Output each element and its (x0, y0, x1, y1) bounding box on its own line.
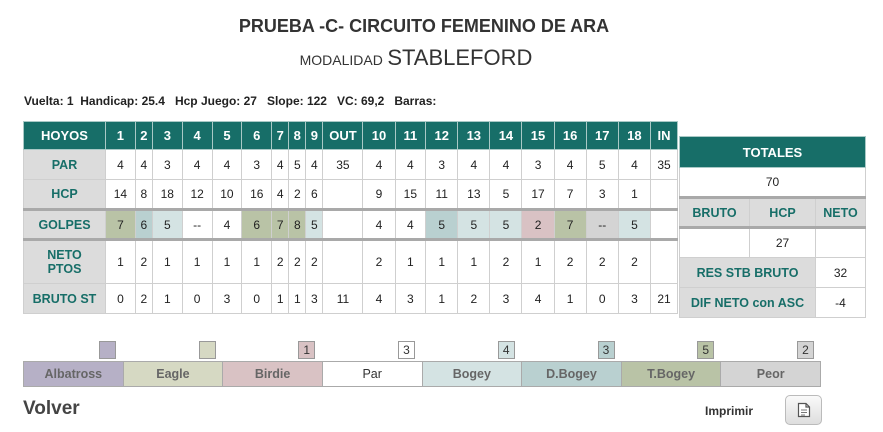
golpes-value: 6 (135, 210, 152, 240)
par-value: 4 (212, 150, 242, 180)
hcp-value: 5 (490, 180, 522, 210)
bruto-st-value: 0 (182, 284, 212, 314)
hole-number: 6 (242, 122, 272, 150)
par-value: 4 (272, 150, 289, 180)
hole-number: 2 (135, 122, 152, 150)
hole-number: 3 (152, 122, 182, 150)
par-value: 4 (135, 150, 152, 180)
golpes-value: 6 (242, 210, 272, 240)
neto-ptos-value: 2 (618, 240, 650, 284)
par-value: 4 (458, 150, 490, 180)
dif-neto-label: DIF NETO con ASC (680, 288, 816, 318)
golpes-value: 2 (522, 210, 554, 240)
legend-par: Par (323, 362, 423, 386)
bruto-st-value: 0 (242, 284, 272, 314)
par-value: 3 (522, 150, 554, 180)
legend-count-par: 3 (398, 341, 415, 359)
golpes-value: -- (182, 210, 212, 240)
golpes-label: GOLPES (24, 210, 106, 240)
neto-ptos-value: 1 (212, 240, 242, 284)
hole-number: IN (651, 122, 678, 150)
par-value: 35 (323, 150, 363, 180)
par-value: 35 (651, 150, 678, 180)
par-value: 4 (182, 150, 212, 180)
legend-counts (23, 341, 821, 360)
bruto-st-value: 2 (458, 284, 490, 314)
hcp-value: 6 (306, 180, 323, 210)
golpes-value (323, 210, 363, 240)
neto-ptos-value: 1 (426, 240, 458, 284)
hole-number: 15 (522, 122, 554, 150)
golpes-value: 5 (490, 210, 522, 240)
bruto-st-value: 3 (306, 284, 323, 314)
par-value: 4 (363, 150, 395, 180)
par-value: 3 (152, 150, 182, 180)
bruto-st-value: 3 (212, 284, 242, 314)
bruto-st-value: 0 (586, 284, 618, 314)
holes-row (24, 122, 678, 150)
hcp-value: 3 (586, 180, 618, 210)
legend-count-albatross (99, 341, 116, 359)
par-value: 3 (242, 150, 272, 180)
hole-number: 7 (272, 122, 289, 150)
hcp-row (24, 180, 678, 210)
legend-bogey: Bogey (423, 362, 523, 386)
volver-link[interactable]: Volver (23, 398, 80, 419)
par-value: 5 (289, 150, 306, 180)
neto-ptos-value: 1 (152, 240, 182, 284)
neto-ptos-value: 1 (522, 240, 554, 284)
neto-ptos-value: 2 (490, 240, 522, 284)
par-value: 4 (618, 150, 650, 180)
hcp-value (651, 180, 678, 210)
totals-table (679, 136, 866, 318)
bruto-st-label: BRUTO ST (24, 284, 106, 314)
par-value: 4 (106, 150, 136, 180)
bruto-st-value: 3 (395, 284, 426, 314)
bruto-st-value: 1 (272, 284, 289, 314)
legend-tbogey: T.Bogey (622, 362, 722, 386)
par-value: 4 (490, 150, 522, 180)
hole-number: 1 (106, 122, 136, 150)
golpes-value: 5 (618, 210, 650, 240)
par-row (24, 150, 678, 180)
golpes-value: 8 (289, 210, 306, 240)
holes-label: HOYOS (24, 122, 106, 150)
par-label: PAR (24, 150, 106, 180)
golpes-value: 5 (152, 210, 182, 240)
hcp-value: 4 (272, 180, 289, 210)
golpes-value: 5 (306, 210, 323, 240)
legend-dbogey: D.Bogey (522, 362, 622, 386)
neto-ptos-value: 1 (106, 240, 136, 284)
neto-ptos-value: 1 (242, 240, 272, 284)
bruto-st-value: 0 (106, 284, 136, 314)
hcp-value: 15 (395, 180, 426, 210)
total-par: 70 (680, 168, 866, 198)
legend-count-tbogey: 5 (697, 341, 714, 359)
hcp-value: 10 (212, 180, 242, 210)
res-stb-label: RES STB BRUTO (680, 258, 816, 288)
bruto-st-value: 3 (490, 284, 522, 314)
hole-number: 18 (618, 122, 650, 150)
neto-ptos-value: 2 (363, 240, 395, 284)
legend-count-eagle (199, 341, 216, 359)
hcp-value: 1 (618, 180, 650, 210)
legend-count-dbogey: 3 (598, 341, 615, 359)
hcp-value: 9 (363, 180, 395, 210)
hole-number: 11 (395, 122, 426, 150)
bruto-st-value: 1 (426, 284, 458, 314)
legend-count-bogey: 4 (498, 341, 515, 359)
legend-peor: Peor (721, 362, 820, 386)
hole-number: 4 (182, 122, 212, 150)
par-value: 5 (586, 150, 618, 180)
golpes-value: 4 (212, 210, 242, 240)
bruto-st-value: 21 (651, 284, 678, 314)
golpes-value: -- (586, 210, 618, 240)
hcp-label: HCP (24, 180, 106, 210)
modalidad (0, 45, 832, 71)
hole-number: OUT (323, 122, 363, 150)
document-icon (797, 402, 811, 418)
hcp-value: 12 (182, 180, 212, 210)
hole-number: 8 (289, 122, 306, 150)
hcp-value: 8 (135, 180, 152, 210)
modalidad-value: STABLEFORD (387, 45, 533, 70)
neto-ptos-value: 2 (289, 240, 306, 284)
golpes-value: 7 (106, 210, 136, 240)
hcp-total-label: HCP (750, 198, 816, 228)
hcp-value: 17 (522, 180, 554, 210)
neto-ptos-value: 1 (182, 240, 212, 284)
neto-ptos-value: 1 (395, 240, 426, 284)
score-legend (23, 361, 821, 387)
golpes-value: 5 (426, 210, 458, 240)
hole-number: 16 (554, 122, 586, 150)
dif-neto-value: -4 (816, 288, 866, 318)
bruto-value (680, 228, 750, 258)
golpes-row (24, 210, 678, 240)
round-info: Vuelta: 1 Handicap: 25.4 Hcp Juego: 27 Slope: 122 VC: 69,2 Barras: (24, 94, 437, 108)
hole-number: 13 (458, 122, 490, 150)
res-stb-value: 32 (816, 258, 866, 288)
neto-ptos-value: 1 (458, 240, 490, 284)
bruto-st-value: 11 (323, 284, 363, 314)
neto-ptos-value (323, 240, 363, 284)
hcp-total-value: 27 (750, 228, 816, 258)
bruto-st-value: 2 (135, 284, 152, 314)
bruto-st-value: 1 (289, 284, 306, 314)
legend-count-peor: 2 (797, 341, 814, 359)
neto-value (816, 228, 866, 258)
hcp-value: 11 (426, 180, 458, 210)
page-title: PRUEBA -C- CIRCUITO FEMENINO DE ARA (238, 16, 610, 36)
legend-birdie: Birdie (223, 362, 323, 386)
legend-eagle: Eagle (124, 362, 224, 386)
legend-albatross: Albatross (24, 362, 124, 386)
bruto-st-row (24, 284, 678, 314)
golpes-value: 4 (363, 210, 395, 240)
totals-title: TOTALES (680, 137, 866, 168)
par-value: 4 (554, 150, 586, 180)
bruto-st-value: 4 (363, 284, 395, 314)
hole-number: 12 (426, 122, 458, 150)
hole-number: 9 (306, 122, 323, 150)
neto-ptos-value: 2 (586, 240, 618, 284)
print-button[interactable] (785, 395, 822, 425)
neto-ptos-value: 2 (306, 240, 323, 284)
bruto-st-value: 1 (152, 284, 182, 314)
hcp-value: 2 (289, 180, 306, 210)
par-value: 3 (426, 150, 458, 180)
hole-number: 14 (490, 122, 522, 150)
par-value: 4 (395, 150, 426, 180)
bruto-st-value: 4 (522, 284, 554, 314)
hcp-value: 7 (554, 180, 586, 210)
hole-number: 5 (212, 122, 242, 150)
imprimir-link[interactable]: Imprimir (705, 404, 754, 418)
neto-ptos-row (24, 240, 678, 284)
neto-ptos-value (651, 240, 678, 284)
bruto-st-value: 1 (554, 284, 586, 314)
modalidad-label: MODALIDAD (299, 52, 383, 68)
bruto-label: BRUTO (680, 198, 750, 228)
golpes-value: 4 (395, 210, 426, 240)
hcp-value: 13 (458, 180, 490, 210)
scorecard-table (23, 121, 678, 314)
bruto-st-value: 3 (618, 284, 650, 314)
hcp-value: 18 (152, 180, 182, 210)
neto-ptos-value: 2 (272, 240, 289, 284)
hole-number: 17 (586, 122, 618, 150)
par-value: 4 (306, 150, 323, 180)
neto-label: NETO (816, 198, 866, 228)
golpes-value: 7 (554, 210, 586, 240)
legend-count-birdie: 1 (298, 341, 315, 359)
hcp-value: 14 (106, 180, 136, 210)
golpes-value (651, 210, 678, 240)
neto-ptos-value: 2 (135, 240, 152, 284)
neto-ptos-label: NETO PTOS (24, 240, 106, 284)
golpes-value: 7 (272, 210, 289, 240)
hole-number: 10 (363, 122, 395, 150)
hcp-value (323, 180, 363, 210)
golpes-value: 5 (458, 210, 490, 240)
neto-ptos-value: 2 (554, 240, 586, 284)
hcp-value: 16 (242, 180, 272, 210)
